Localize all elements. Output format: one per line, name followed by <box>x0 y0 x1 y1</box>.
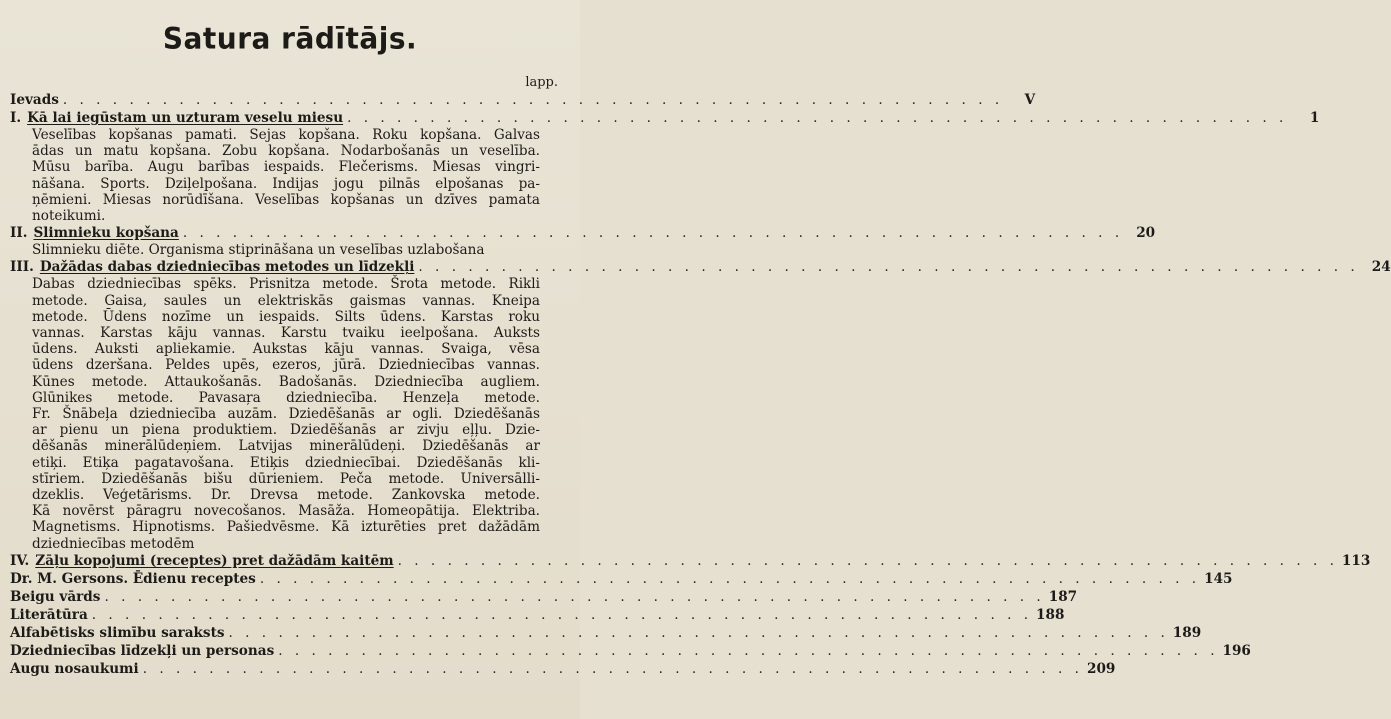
dot-leader: . . . . . . . . . . . . . . . . . . . . . . . . . . . . . . . . . . . . . . . . . . . . . . . . . . . . . . . . . <box>278 642 1219 659</box>
toc-entry-title: Dr. M. Gersons. Ēdienu receptes <box>10 570 256 587</box>
description-line: Slimnieku diēte. Organisma stiprināšana un veselības uzlabošana <box>32 242 485 259</box>
description-line: dziedniecības metodēm <box>32 535 195 552</box>
toc-entry <box>10 91 1036 109</box>
description-line: ādas un matu kopšana. Zobu kopšana. Nodarbošanās un veselība. <box>32 143 540 160</box>
toc-entry-title: Alfabētisks slimību saraksts <box>10 624 225 641</box>
toc-entry <box>10 109 1320 127</box>
toc-entry-page: 145 <box>1204 570 1233 587</box>
description-line: Kūnes metode. Attaukošanās. Badošanās. Dziedniecība augliem. <box>32 373 540 390</box>
description-line: Veselības kopšanas pamati. Sejas kopšana. Roku kopšana. Galvas <box>32 127 540 143</box>
toc-entry-page: 187 <box>1048 588 1078 605</box>
description-line: dēšanās minerālūdeņiem. Latvijas minerālūdeņi. Dziedēšanās ar <box>32 438 540 455</box>
toc-entry <box>10 224 1156 242</box>
toc-entry-page: 196 <box>1222 642 1251 659</box>
toc-entry <box>10 624 1202 642</box>
toc-entry-page: 1 <box>1309 110 1320 126</box>
toc-entry-title: Ievads <box>10 92 59 108</box>
description-line: ar pienu un piena produktiem. Dziedēšanās ar zivju eļļu. Dzie- <box>32 422 540 439</box>
description-line: dzeklis. Veģetārisms. Dr. Drevsa metode. Zankovska metode. <box>32 487 540 504</box>
dot-leader: . . . . . . . . . . . . . . . . . . . . . . . . . . . . . . . . . . . . . . . . . . . . . . . . . . . . . . . . . <box>347 110 1288 126</box>
toc-entry <box>10 642 1251 660</box>
toc-entry-page: 189 <box>1172 624 1202 641</box>
description-line: ūdens. Auksti apliekamie. Aukstas kāju vannas. Svaiga, vēsa <box>32 341 540 358</box>
toc-entry <box>10 552 1371 570</box>
toc-entry-title: Zāļu kopojumi (receptes) pret dažādām kaitēm <box>35 552 394 569</box>
dot-leader: . . . . . . . . . . . . . . . . . . . . . . . . . . . . . . . . . . . . . . . . . . . . . . . . . . . . . . . . . <box>228 624 1169 641</box>
description-line: vannas. Karstas kāju vannas. Karstu tvaiku ieelpošana. Auksts <box>32 325 540 342</box>
dot-leader: . . . . . . . . . . . . . . . . . . . . . . . . . . . . . . . . . . . . . . . . . . . . . . . . . . . . . . . . . <box>397 552 1338 569</box>
description-line: Magnetisms. Hipnotisms. Pašiedvēsme. Kā izturēties pret dažādām <box>32 519 540 536</box>
description-line: metode. Gaisa, saules un elektriskās gaismas vannas. Kneipa <box>32 292 540 309</box>
toc-entry-title: Literātūra <box>10 606 88 623</box>
toc-entry-page: V <box>1024 92 1036 108</box>
dot-leader: . . . . . . . . . . . . . . . . . . . . . . . . . . . . . . . . . . . . . . . . . . . . . . . . . . . . . . . . . <box>104 588 1045 605</box>
dot-leader: . . . . . . . . . . . . . . . . . . . . . . . . . . . . . . . . . . . . . . . . . . . . . . . . . . . . . . . . . <box>418 259 1359 276</box>
dot-leader: . . . . . . . . . . . . . . . . . . . . . . . . . . . . . . . . . . . . . . . . . . . . . . . . . . . . . . . . . <box>91 606 1033 623</box>
toc-entry-number: IV. <box>10 552 30 569</box>
toc-entry-page: 113 <box>1341 552 1371 569</box>
description-line: metode. Ūdens nozīme un iespaids. Silts ūdens. Karstas roku <box>32 308 540 325</box>
description-line: Mūsu barība. Augu barības iespaids. Flečerisms. Miesas vingri- <box>32 159 540 176</box>
description-line: stīriem. Dziedēšanās bišu dūrieniem. Peča metode. Universālli- <box>32 470 540 487</box>
dot-leader: . . . . . . . . . . . . . . . . . . . . . . . . . . . . . . . . . . . . . . . . . . . . . . . . . . . . . . . . . <box>182 225 1124 242</box>
toc-entry-number: II. <box>10 225 28 242</box>
toc-entry-page: 24 <box>1371 259 1391 276</box>
toc-entry-title: Augu nosaukumi <box>10 660 139 677</box>
description-line: Fr. Šnābeļa dziedniecība auzām. Dziedēšanās ar ogli. Dziedēšanās <box>32 406 540 423</box>
toc-entry-page: 209 <box>1086 660 1116 677</box>
toc-entry <box>10 570 1233 588</box>
description-line: noteikumi. <box>32 208 106 225</box>
description-line: nāšana. Sports. Dziļelpošana. Indijas jogu pilnās elpošanas pa- <box>32 175 540 192</box>
pages-column-label: lapp. <box>525 75 558 90</box>
toc-entry-page: 20 <box>1136 225 1156 242</box>
description-line: ūdens dzeršana. Peldes upēs, ezeros, jūrā. Dziedniecības vannas. <box>32 357 540 374</box>
description-line: Glūnikes metode. Pavasaŗa dziedniecība. Henzeļa metode. <box>32 389 540 406</box>
description-line: ņēmieni. Miesas norūdīšana. Veselības kopšanas un dzīves pamata <box>32 191 540 208</box>
toc-entry-number: III. <box>10 259 34 276</box>
dot-leader: . . . . . . . . . . . . . . . . . . . . . . . . . . . . . . . . . . . . . . . . . . . . . . . . . . . . . . . . . <box>259 570 1201 587</box>
toc-entry <box>10 606 1065 624</box>
toc-entry-title: Kā lai iegūstam un uzturam veselu miesu <box>27 110 344 126</box>
dot-leader: . . . . . . . . . . . . . . . . . . . . . . . . . . . . . . . . . . . . . . . . . . . . . . . . . . . . . . . . . <box>62 92 1004 108</box>
toc-entry-title: Slimnieku kopšana <box>33 225 179 242</box>
description-line: Kā novērst pāragru novecošanos. Masāža. Homeopātija. Elektriba. <box>32 503 540 520</box>
toc-entry-title: Dažādas dabas dziedniecības metodes un līdzekļi <box>39 259 415 276</box>
dot-leader: . . . . . . . . . . . . . . . . . . . . . . . . . . . . . . . . . . . . . . . . . . . . . . . . . . . . . . . . . <box>142 660 1083 677</box>
toc-entry-title: Beigu vārds <box>10 588 101 605</box>
toc-entry-title: Dziedniecības līdzekļi un personas <box>10 642 275 659</box>
toc-entry <box>10 588 1078 606</box>
toc-list <box>10 91 1391 678</box>
toc-entry-number: I. <box>10 110 22 126</box>
toc-entry-description <box>10 242 570 258</box>
toc-entry <box>10 258 1391 276</box>
toc-entry <box>10 660 1116 678</box>
page-title: Satura rādītājs. <box>162 21 418 56</box>
description-line: Dabas dziedniecības spēks. Prisnitza metode. Šrota metode. Rikli <box>32 276 540 293</box>
description-line: etiķi. Etiķa pagatavošana. Etiķis dziedniecībai. Dziedēšanās kli- <box>32 454 540 471</box>
toc-entry-description <box>10 127 570 224</box>
toc-entry-description <box>10 276 570 551</box>
toc-entry-page: 188 <box>1036 606 1065 623</box>
